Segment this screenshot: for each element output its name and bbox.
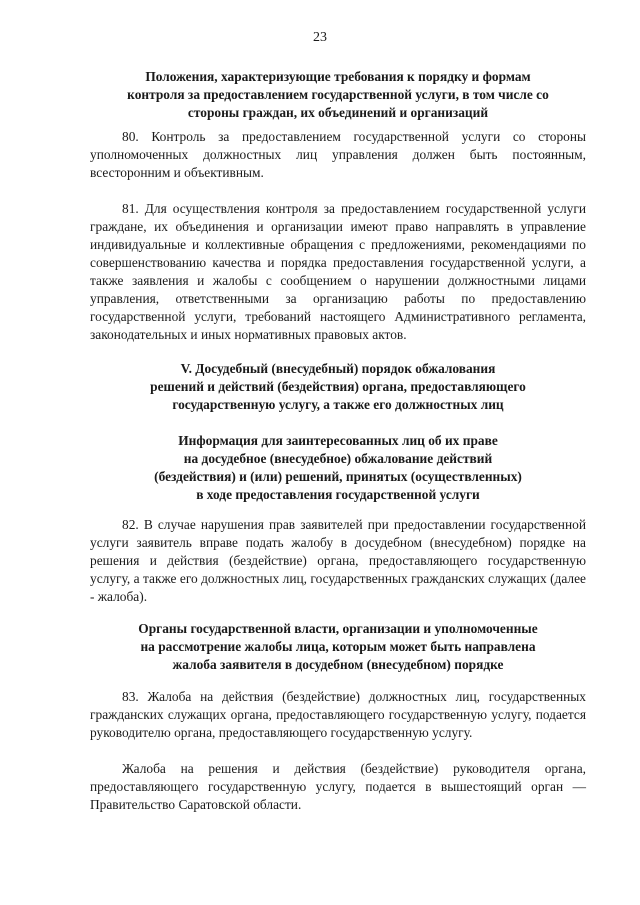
- page-number: 23: [313, 30, 327, 45]
- heading-line: Органы государственной власти, организации и уполномоченные: [138, 621, 538, 636]
- heading-line: решений и действий (бездействия) органа, предоставляющего: [150, 379, 526, 394]
- heading-line: стороны граждан, их объединений и организаций: [187, 105, 489, 120]
- paragraph-82: 82. В случае нарушения прав заявителей при предоставлении государственной услуги заявитель вправе подать жалобу в досудебном (внесудебном) порядке на решения и действия (бездействие) органа, предоставляющего государственную услугу, а также его должностных лиц, государственных гражданских служащих (далее - жалоба).: [90, 517, 586, 604]
- heading-organs-authorized: [90, 620, 586, 674]
- heading-line: жалоба заявителя в досудебном (внесудебном) порядке: [172, 657, 504, 672]
- heading-line: (бездействия) и (или) решений, принятых (осуществленных): [154, 469, 522, 484]
- paragraph-83-continued: Жалоба на решения и действия (бездействие) руководителя органа, предоставляющего государственную услугу, подается в вышестоящий орган — Правительство Саратовской области.: [90, 761, 586, 812]
- heading-line: Положения, характеризующие требования к порядку и формам: [145, 69, 531, 84]
- heading-section-v: [90, 360, 586, 414]
- heading-control-provisions: [90, 68, 586, 122]
- heading-information-for-interested-persons: [90, 432, 586, 504]
- heading-line: в ходе предоставления государственной услуги: [196, 487, 480, 502]
- paragraph-83: 83. Жалоба на действия (бездействие) должностных лиц, государственных гражданских служащих органа, предоставляющего государственную услугу, подается руководителю органа, предоставляющего государственную услугу.: [90, 689, 586, 740]
- paragraph-81: 81. Для осуществления контроля за предоставлением государственной услуги граждане, их объединения и организации имеют право направлять в управление индивидуальные и коллективные обращения с предложениями, рекомендациями по совершенствованию качества и порядка предоставления государственной услуги, а также заявления и жалобы с сообщением о нарушении должностными лицами управления, ответственными за организацию работы по предоставлению государственной услуги, требований настоящего Административного регламента, законодательных и иных нормативных правовых актов.: [90, 201, 586, 342]
- heading-line: Информация для заинтересованных лиц об их праве: [178, 433, 498, 448]
- heading-line: государственную услугу, а также его должностных лиц: [172, 397, 504, 412]
- paragraph-80: 80. Контроль за предоставлением государственной услуги со стороны уполномоченных должностных лиц управления должен быть постоянным, всесторонним и объективным.: [90, 129, 586, 180]
- heading-line: на досудебное (внесудебное) обжалование действий: [183, 451, 493, 466]
- heading-line: на рассмотрение жалобы лица, которым может быть направлена: [140, 639, 536, 654]
- heading-line: V. Досудебный (внесудебный) порядок обжалования: [180, 361, 496, 376]
- heading-line: контроля за предоставлением государственной услуги, в том числе со: [127, 87, 549, 102]
